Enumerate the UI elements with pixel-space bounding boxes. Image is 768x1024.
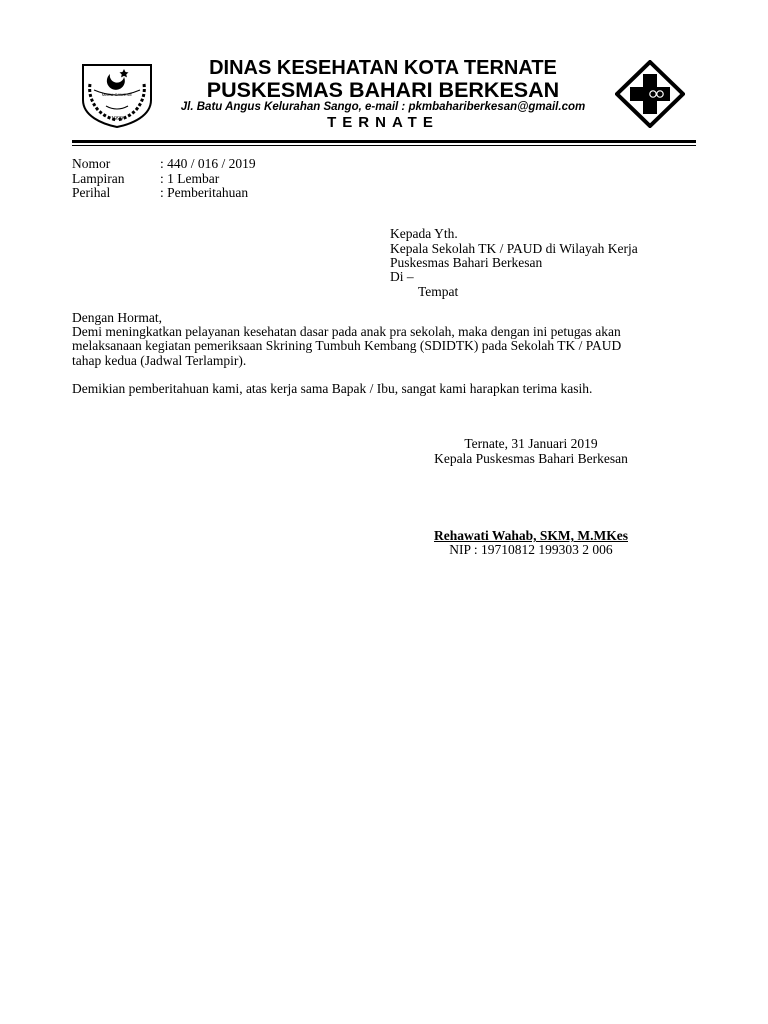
puskesmas-emblem-logo <box>615 60 685 128</box>
greeting: Dengan Hormat, <box>72 310 162 325</box>
office-name: PUSKESMAS BAHARI BERKESAN <box>206 78 560 102</box>
lampiran-label: Lampiran <box>72 171 125 186</box>
letterhead-divider-thin <box>72 145 696 146</box>
recipient-line-3: Puskesmas Bahari Berkesan <box>390 255 543 270</box>
place-date: Ternate, 31 Januari 2019 <box>464 436 598 451</box>
signatory-name: Rehawati Wahab, SKM, M.MKes <box>433 528 628 543</box>
signatory-position: Kepala Puskesmas Bahari Berkesan <box>434 451 628 466</box>
emblem-motto: MAKU GAWENE <box>101 92 133 97</box>
recipient-line-2: Kepala Sekolah TK / PAUD di Wilayah Kerja <box>390 241 638 256</box>
body-paragraph-line-2: melaksanaan kegiatan pemeriksaan Skrining Tumbuh Kembang (SDIDTK) pada Sekolah TK / PAUD <box>72 338 622 353</box>
agency-name: DINAS KESEHATAN KOTA TERNATE <box>209 57 557 79</box>
recipient-line-1: Kepada Yth. <box>390 226 458 241</box>
recipient-line-5: Tempat <box>418 284 459 299</box>
nomor-value: : 440 / 016 / 2019 <box>160 156 256 171</box>
lampiran-value: : 1 Lembar <box>160 171 220 186</box>
nomor-label: Nomor <box>72 156 111 171</box>
signatory-nip: NIP : 19710812 199303 2 006 <box>449 542 613 557</box>
recipient-line-4: Di – <box>390 269 414 284</box>
emblem-year: 1999 <box>111 116 123 122</box>
office-address: Jl. Batu Angus Kelurahan Sango, e-mail : pkmbahariberkesan@gmail.com <box>180 101 586 113</box>
office-city: TERNATE <box>327 114 439 131</box>
body-paragraph-line-1: Demi meningkatkan pelayanan kesehatan dasar pada anak pra sekolah, maka dengan ini petugas akan <box>72 324 621 339</box>
city-emblem-logo <box>80 62 154 128</box>
perihal-value: : Pemberitahuan <box>160 185 249 200</box>
body-paragraph-line-3: tahap kedua (Jadwal Terlampir). <box>72 353 247 368</box>
closing-sentence: Demikian pemberitahuan kami, atas kerja sama Bapak / Ibu, sangat kami harapkan terima kasih. <box>72 381 593 396</box>
perihal-label: Perihal <box>72 185 111 200</box>
letterhead-divider-thick <box>72 140 696 143</box>
